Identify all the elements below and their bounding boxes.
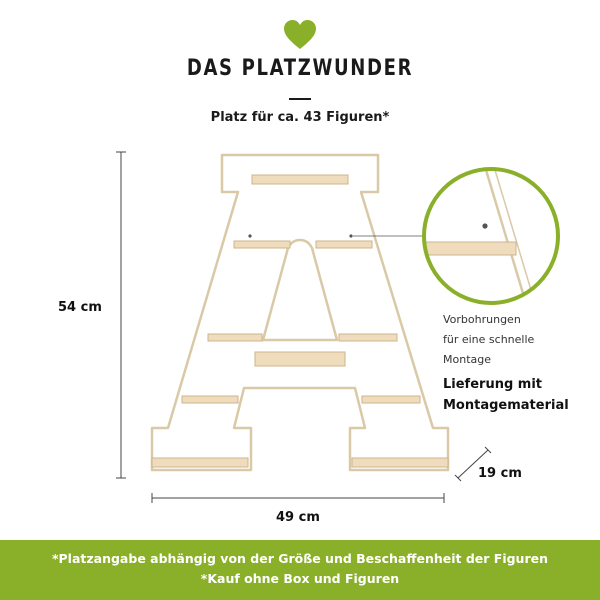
footer-note: *Kauf ohne Box und Figuren — [200, 571, 400, 586]
delivery-line: Lieferung mit — [443, 377, 542, 392]
shelf — [152, 458, 248, 467]
footer-note: *Platzangabe abhängig von der Größe und Beschaffenheit der Figuren — [51, 551, 548, 566]
width-dimension-line — [152, 493, 444, 503]
zoom-callout — [422, 160, 558, 310]
footer-banner — [0, 540, 600, 600]
letter-a-frame — [152, 155, 448, 470]
depth-label: 19 cm — [478, 466, 522, 481]
shelf — [362, 396, 420, 403]
drill-hole — [248, 234, 251, 237]
width-label: 49 cm — [276, 510, 320, 525]
height-label: 54 cm — [58, 300, 102, 315]
shelf — [316, 241, 372, 248]
page-subtitle: Platz für ca. 43 Figuren* — [210, 110, 390, 125]
shelf — [352, 458, 448, 467]
shelf — [208, 334, 262, 341]
callout-text — [443, 310, 593, 370]
drill-hole — [349, 234, 352, 237]
height-dimension-line — [116, 152, 126, 478]
zoomed-shelf — [422, 242, 516, 255]
callout-line: Vorbohrungen — [443, 313, 521, 326]
shelf — [182, 396, 238, 403]
callout-line: Montage — [443, 353, 491, 366]
shelf — [234, 241, 290, 248]
shelf — [252, 175, 348, 184]
zoomed-drill-hole — [482, 223, 487, 228]
shelf — [255, 352, 345, 366]
page-title: DAS PLATZWUNDER — [186, 56, 414, 81]
delivery-note — [443, 374, 593, 416]
delivery-line: Montagematerial — [443, 398, 569, 413]
callout-line: für eine schnelle — [443, 333, 535, 346]
shelves — [152, 175, 448, 467]
shelf — [339, 334, 397, 341]
